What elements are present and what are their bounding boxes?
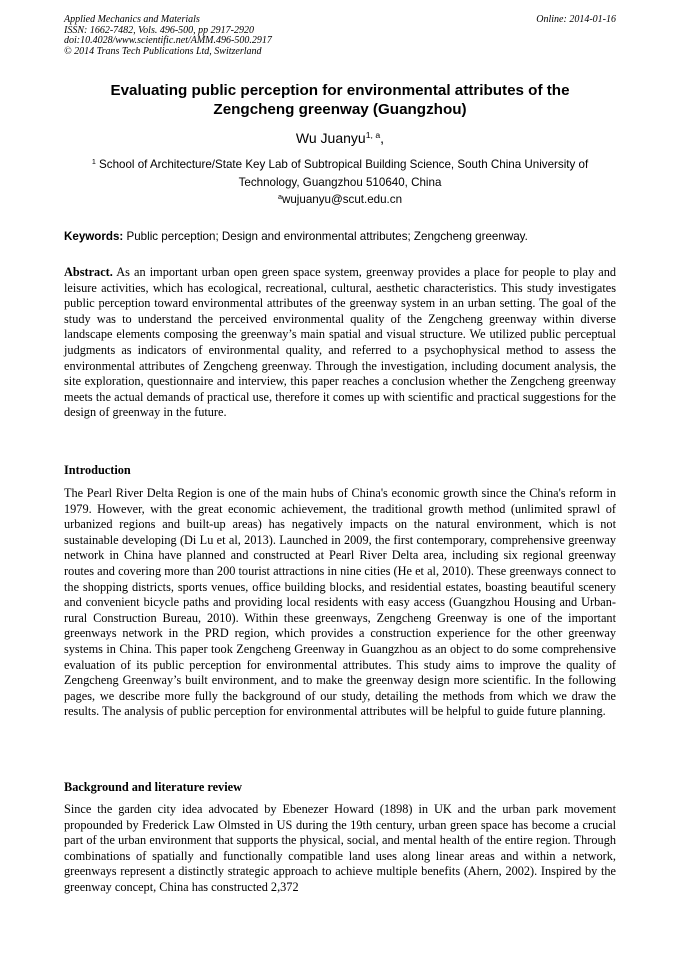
issn-line: ISSN: 1662-7482, Vols. 496-500, pp 2917-2920 <box>64 24 254 36</box>
copyright-line: © 2014 Trans Tech Publications Ltd, Switzerland <box>64 45 262 57</box>
keywords-label: Keywords: <box>64 230 124 243</box>
title-line-2: Zengcheng greenway (Guangzhou) <box>213 101 467 118</box>
background-heading: Background and literature review <box>64 780 242 794</box>
abstract-text: As an important urban open green space system, greenway provides a place for people to play and leisure activities, which has ecological, recreational, cultural, aesthetic characteristics. This study investigates public perception toward environmental attributes of the greenway system in an urban setting. The goal of the study was to understand the perceived environmental quality of the Zengcheng greenway within diverse landscape elements composing the greenway’s main spatial and visual structure. We utilized public perceptual judgments as indicators of environmental quality, and referred to a psychophysical method to assess the environmental attributes of Zengcheng greenway. Through the investigation, including document analysis, the site exploration, questionnaire and interview, this paper reaches a conclusion whether the Zengcheng greenway meets the actual demands of practical use, therefore it comes up with scientific and practical suggestions for the design of greenway in the future. <box>64 265 616 420</box>
paper-title <box>64 81 616 119</box>
affiliation-text: School of Architecture/State Key Lab of Subtropical Building Science, South China University of Technology, Guangzhou 510640, China <box>95 158 589 189</box>
affiliation <box>64 156 616 192</box>
background-text: Since the garden city idea advocated by Ebenezer Howard (1898) in UK and the urban park movement propounded by Frederick Law Olmsted in US during the 19th century, urban green space has become a crucial part of the urban environment that supports the physical, social, and mental health of the entire region. Through combinations of spatially and functionally compatible land uses along linear areas and within a network, greenways represent a distinctly strategic approach to achieve multiple benefits (Ahern, 2002). Inspired by the greenway concept, China has constructed 2,372 <box>64 802 616 894</box>
email-superscript: a <box>277 192 282 202</box>
title-line-1: Evaluating public perception for environmental attributes of the <box>110 82 570 99</box>
online-date: Online: 2014-01-16 <box>536 14 616 25</box>
author-name: Wu Juanyu <box>295 130 366 146</box>
email-line <box>64 193 616 207</box>
keywords-text: Public perception; Design and environmental attributes; Zengcheng greenway. <box>123 230 528 243</box>
abstract-label: Abstract. <box>64 265 113 279</box>
abstract <box>64 265 616 421</box>
author-superscript: 1, a <box>365 130 381 141</box>
author-trailing-comma: , <box>380 130 385 146</box>
doi-line[interactable]: doi:10.4028/www.scientific.net/AMM.496-500.2917 <box>64 35 272 46</box>
email-address[interactable]: wujuanyu@scut.edu.cn <box>281 193 403 206</box>
affiliation-superscript: 1 <box>91 157 96 167</box>
journal-name: Applied Mechanics and Materials <box>64 14 200 25</box>
author-line <box>64 130 616 147</box>
journal-header <box>64 15 616 57</box>
keywords <box>64 230 616 244</box>
introduction-heading: Introduction <box>64 463 131 477</box>
introduction-text: The Pearl River Delta Region is one of the main hubs of China's economic growth since the China's reform in 1979. However, with the great economic achievement, the traditional growth method (unlimited sprawl of urbanized regions and built-up areas) has negatively impacts on the natural environment, which is not sustainable developing (Di Lu et al, 2013). Launched in 2009, the first contemporary, comprehensive greenway network in China have planned and constructed at Pearl River Delta area, including six regional greenway routes and covering more than 200 tourist attractions in nine cities (He et al, 2010). These greenways connect to the shopping districts, sports venues, office building blocks, and residential estates, boasting beautiful scenery and convenient bicycle paths and providing local residents with easy access (Guangzhou Housing and Urban-rural Construction Bureau, 2010). Within these greenways, Zengcheng Greenway is one of the important greenways network in the PRD region, which provides a construction experience for the other greenway systems in China. This paper took Zengcheng Greenway in Guangzhou as an object to do some comprehensive evaluation of its public perception for environmental attributes. This study aims to improve the quality of Zengcheng Greenway’s built environment, and to make the greenway design more scientific. In the following pages, we describe more fully the background of our study, detailing the methods from which we draw the results. The analysis of public perception for environmental attributes will be helpful to guide future planning. <box>64 486 616 719</box>
